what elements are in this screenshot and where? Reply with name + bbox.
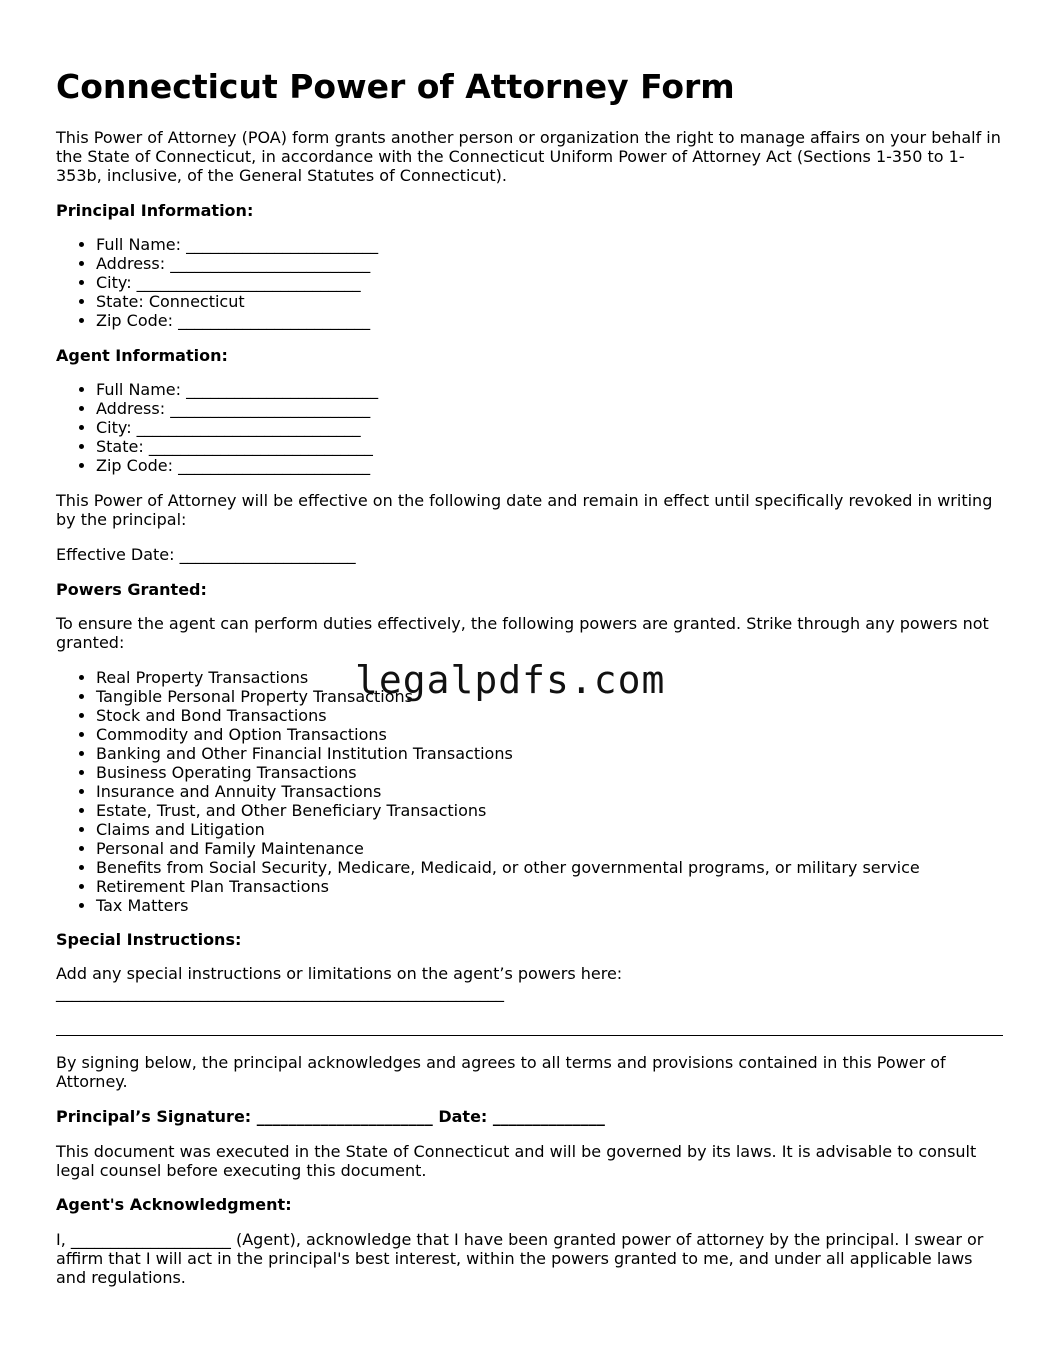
power-item: • Insurance and Annuity Transactions	[96, 782, 1044, 801]
agent-city-field: • City: ____________________________	[96, 418, 1044, 437]
power-item: • Tangible Personal Property Transactions	[96, 687, 1044, 706]
power-item: • Personal and Family Maintenance	[96, 839, 1044, 858]
power-item: • Commodity and Option Transactions	[96, 725, 1044, 744]
effective-paragraph: This Power of Attorney will be effective on the following date and remain in effect until specifically revoked in writing by the principal:	[56, 491, 993, 529]
principal-heading: Principal Information:	[56, 201, 254, 220]
powers-heading: Powers Granted:	[56, 580, 207, 599]
power-item: • Estate, Trust, and Other Beneficiary Transactions	[96, 801, 1044, 820]
special-line: ________________________________________________________	[56, 983, 504, 1002]
power-item: • Retirement Plan Transactions	[96, 877, 1044, 896]
signing-paragraph: By signing below, the principal acknowledges and agrees to all terms and provisions contained in this Power of Attorney.	[56, 1053, 946, 1091]
principal-full-name-field: • Full Name: ________________________	[96, 235, 1044, 254]
special-heading: Special Instructions:	[56, 930, 242, 949]
special-paragraph: Add any special instructions or limitations on the agent’s powers here:	[56, 964, 623, 983]
power-item: • Real Property Transactions	[96, 668, 1044, 687]
agent-state-field: • State: ____________________________	[96, 437, 1044, 456]
principal-fields-list	[56, 235, 1044, 330]
principal-zip-field: • Zip Code: ________________________	[96, 311, 1044, 330]
powers-list	[56, 668, 1044, 915]
horizontal-divider	[56, 1035, 1003, 1036]
watermark-logo: legalpdfs.com	[355, 658, 666, 702]
intro-paragraph: This Power of Attorney (POA) form grants another person or organization the right to manage affairs on your behalf in the State of Connecticut, in accordance with the Connecticut Uniform Power of Attorney Act (Sections 1-350 to 1-353b, inclusive, of the General Statutes of Connecticut).	[56, 128, 1001, 185]
power-item: • Benefits from Social Security, Medicare, Medicaid, or other governmental programs, or military service	[96, 858, 1044, 877]
power-item: • Tax Matters	[96, 896, 1044, 915]
agent-heading: Agent Information:	[56, 346, 228, 365]
powers-paragraph: To ensure the agent can perform duties effectively, the following powers are granted. Strike through any powers not granted:	[56, 614, 989, 652]
effective-date-line: Effective Date: ______________________	[56, 545, 356, 564]
governing-paragraph: This document was executed in the State of Connecticut and will be governed by its laws. It is advisable to consult legal counsel before executing this document.	[56, 1142, 977, 1180]
power-item: • Business Operating Transactions	[96, 763, 1044, 782]
principal-city-field: • City: ____________________________	[96, 273, 1044, 292]
page-title: Connecticut Power of Attorney Form	[56, 67, 735, 106]
agent-address-field: • Address: _________________________	[96, 399, 1044, 418]
principal-state-field: • State: Connecticut	[96, 292, 1044, 311]
agent-full-name-field: • Full Name: ________________________	[96, 380, 1044, 399]
agent-ack-heading: Agent's Acknowledgment:	[56, 1195, 292, 1214]
agent-ack-paragraph: I, ____________________ (Agent), acknowledge that I have been granted power of attorney by the principal. I swear or affirm that I will act in the principal's best interest, within the powers granted to me, and under all applicable laws and regulations.	[56, 1230, 984, 1287]
agent-zip-field: • Zip Code: ________________________	[96, 456, 1044, 475]
principal-address-field: • Address: _________________________	[96, 254, 1044, 273]
power-item: • Banking and Other Financial Institution Transactions	[96, 744, 1044, 763]
power-item: • Claims and Litigation	[96, 820, 1044, 839]
principal-signature-line: Principal’s Signature: ______________________ Date: ______________	[56, 1107, 605, 1126]
power-item: • Stock and Bond Transactions	[96, 706, 1044, 725]
agent-fields-list	[56, 380, 1044, 475]
